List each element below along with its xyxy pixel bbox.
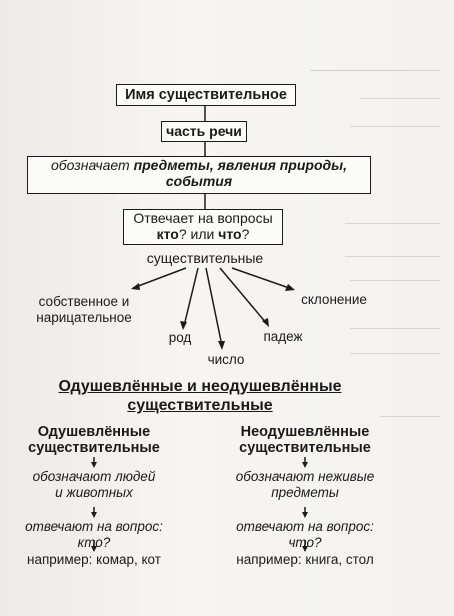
meaning-bold: предметы, явления природы, события [133, 157, 348, 189]
branch-gender: род [168, 330, 192, 345]
animate-question-line2: кто? [77, 534, 111, 550]
meaning-prefix: обозначает [50, 157, 134, 173]
inanimate-question-line1: отвечают на вопрос: [236, 519, 374, 534]
animate-meaning-line2: и животных [55, 484, 133, 500]
animate-question-line1: отвечают на вопрос: [25, 519, 163, 534]
animate-example: например: комар, кот [27, 552, 161, 567]
question-what: что [218, 225, 242, 242]
inanimate-heading [232, 425, 378, 457]
animate-meaning-line1: обозначают людей [32, 469, 156, 484]
questions-box [123, 209, 283, 245]
question-who: кто [156, 225, 179, 242]
animate-question [24, 519, 164, 550]
inanimate-heading-line2: существительные [239, 439, 371, 456]
branch-number: число [207, 352, 245, 367]
inanimate-meaning [232, 469, 378, 500]
questions-line1: Отвечает на вопросы [133, 210, 273, 226]
part-of-speech-box [161, 121, 247, 142]
section-title [40, 378, 360, 416]
inanimate-example: например: книга, стол [236, 552, 374, 567]
branch-declension: склонение [301, 292, 367, 307]
branch-case: падеж [263, 329, 303, 344]
part-of-speech-label: часть речи [166, 123, 242, 139]
questions-line2 [124, 227, 282, 243]
inanimate-heading-line1: Неодушевлённые [240, 424, 370, 440]
branch-proper-common-line1: собственное и [38, 294, 130, 309]
animate-meaning [24, 469, 164, 500]
noun-box [116, 84, 296, 106]
animate-heading [24, 425, 164, 457]
branch-root-label: существительные [146, 250, 264, 266]
noun-title: Имя существительное [125, 87, 287, 103]
branch-proper-common [28, 294, 140, 325]
section-title-line1: Одушевлённые и неодушевлённые [58, 378, 342, 395]
inanimate-question-line2: что? [288, 534, 322, 550]
animate-heading-line2: существительные [28, 439, 160, 456]
meaning-box [27, 156, 371, 194]
animate-heading-line1: Одушевлённые [37, 424, 151, 440]
branch-proper-common-line2: нарицательное [36, 309, 132, 325]
inanimate-meaning-line1: обозначают неживые [235, 469, 375, 484]
question-end: ? [241, 225, 250, 242]
inanimate-question [232, 519, 378, 550]
question-or: ? или [178, 225, 219, 242]
section-title-line2: существительные [127, 396, 273, 414]
inanimate-meaning-line2: предметы [271, 484, 339, 500]
